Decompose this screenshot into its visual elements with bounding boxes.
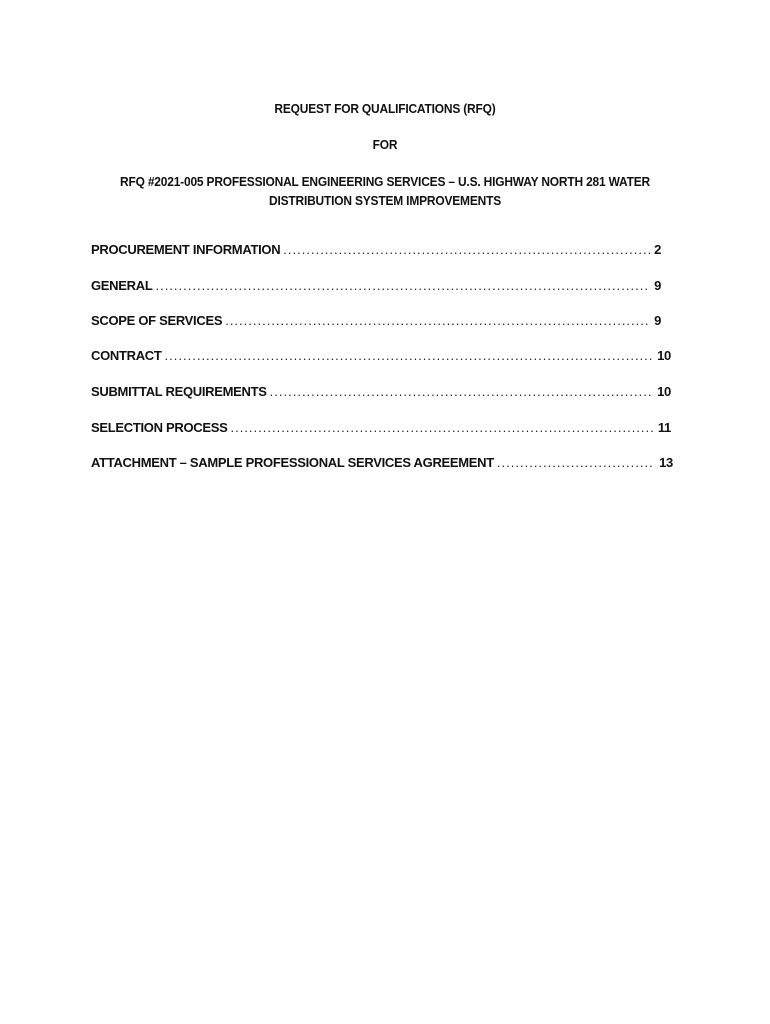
toc-entry-page: 9	[654, 278, 661, 293]
toc-dot-leader	[497, 455, 655, 470]
toc-entry-label: SELECTION PROCESS	[91, 420, 228, 435]
toc-entry-page: 11	[657, 420, 671, 435]
toc-entry-page: 9	[654, 313, 661, 328]
toc-entry-attachment-sample-agreement[interactable]	[91, 455, 673, 473]
document-subtitle	[31, 172, 739, 210]
toc-entry-selection-process[interactable]	[91, 420, 671, 438]
document-subtitle-line-2: DISTRIBUTION SYSTEM IMPROVEMENTS	[268, 193, 501, 208]
toc-dot-leader	[155, 278, 650, 293]
document-title-for: FOR	[372, 137, 398, 152]
toc-entry-page: 10	[657, 348, 671, 363]
toc-dot-leader	[230, 420, 653, 435]
toc-entry-label: SUBMITTAL REQUIREMENTS	[91, 384, 267, 399]
toc-entry-scope-of-services[interactable]	[91, 313, 661, 331]
toc-entry-page: 2	[654, 242, 661, 257]
toc-entry-label: GENERAL	[91, 278, 153, 293]
toc-entry-label: PROCUREMENT INFORMATION	[91, 242, 281, 257]
toc-dot-leader	[270, 384, 653, 399]
toc-entry-label: CONTRACT	[91, 348, 162, 363]
toc-entry-contract[interactable]	[91, 348, 671, 366]
toc-dot-leader	[225, 313, 650, 328]
toc-entry-page: 10	[657, 384, 671, 399]
toc-entry-page: 13	[659, 455, 673, 470]
document-title: REQUEST FOR QUALIFICATIONS (RFQ)	[274, 101, 496, 116]
toc-entry-label: SCOPE OF SERVICES	[91, 313, 223, 328]
toc-dot-leader	[283, 242, 650, 257]
toc-dot-leader	[165, 348, 654, 363]
toc-entry-submittal-requirements[interactable]	[91, 384, 671, 402]
toc-entry-label: ATTACHMENT – SAMPLE PROFESSIONAL SERVICES AGREEMENT	[91, 455, 494, 470]
toc-entry-general[interactable]	[91, 278, 661, 296]
document-subtitle-line-1: RFQ #2021-005 PROFESSIONAL ENGINEERING SERVICES – U.S. HIGHWAY NORTH 281 WATER	[120, 174, 650, 189]
toc-entry-procurement-information[interactable]	[91, 242, 661, 260]
